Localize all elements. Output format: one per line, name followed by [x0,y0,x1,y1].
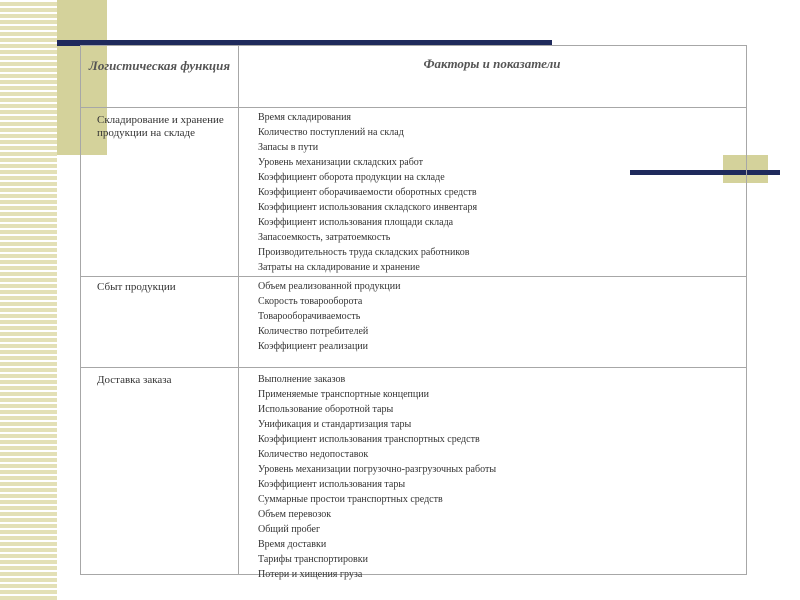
row-divider-2 [81,367,746,368]
factor-item: Затраты на складирование и хранение [258,262,420,273]
factor-item: Потери и хищения груза [258,569,363,580]
factor-item: Запасоемкость, затратоемкость [258,232,391,243]
factor-item: Уровень механизации складских работ [258,157,424,168]
header-function: Логистическая функция [88,58,231,73]
factor-item: Коэффициент оборачиваемости оборотных средств [258,187,477,198]
row-2-function: Сбыт продукции [97,281,176,293]
table-header-row [81,46,746,108]
factor-item: Запасы в пути [258,142,319,153]
factor-item: Товарооборачиваемость [258,311,361,322]
row-3-function: Доставка заказа [97,374,172,386]
factor-item: Использование оборотной тары [258,404,394,415]
factor-item: Объем перевозок [258,509,332,520]
factor-item: Суммарные простои транспортных средств [258,494,443,505]
factor-item: Коэффициент использования тары [258,479,406,490]
factor-item: Объем реализованной продукции [258,281,401,292]
factor-item: Коэффициент реализации [258,341,369,352]
factor-item: Коэффициент оборота продукции на складе [258,172,445,183]
row-divider-1 [81,276,746,277]
factor-item: Уровень механизации погрузочно-разгрузочных работы [258,464,497,475]
factor-item: Количество поступлений на склад [258,127,404,138]
decorative-stripes [0,0,57,600]
factor-item: Количество недопоставок [258,449,369,460]
factor-item: Унификация и стандартизация тары [258,419,412,430]
row-1-factors [258,110,477,275]
factor-item: Выполнение заказов [258,374,346,385]
factor-item: Скорость товарооборота [258,296,363,307]
factor-item: Время складирования [258,112,352,123]
factor-item: Время доставки [258,539,327,550]
header-factors: Факторы и показатели [423,56,561,71]
factor-item: Количество потребителей [258,326,369,337]
row-1-function: Складирование и хранение продукции на складе [97,114,224,139]
factor-item: Применяемые транспортные концепции [258,389,429,400]
factor-item: Тарифы транспортировки [258,554,368,565]
factor-item: Коэффициент использования площади склада [258,217,454,228]
factor-item: Производительность труда складских работников [258,247,470,258]
factor-item: Коэффициент использования транспортных средств [258,434,480,445]
factor-item: Коэффициент использования складского инвентаря [258,202,478,213]
logistics-table [80,45,747,580]
row-2-factors [258,279,400,354]
column-divider [238,46,239,574]
factor-item: Общий пробег [258,524,321,535]
row-3-factors [258,372,496,582]
